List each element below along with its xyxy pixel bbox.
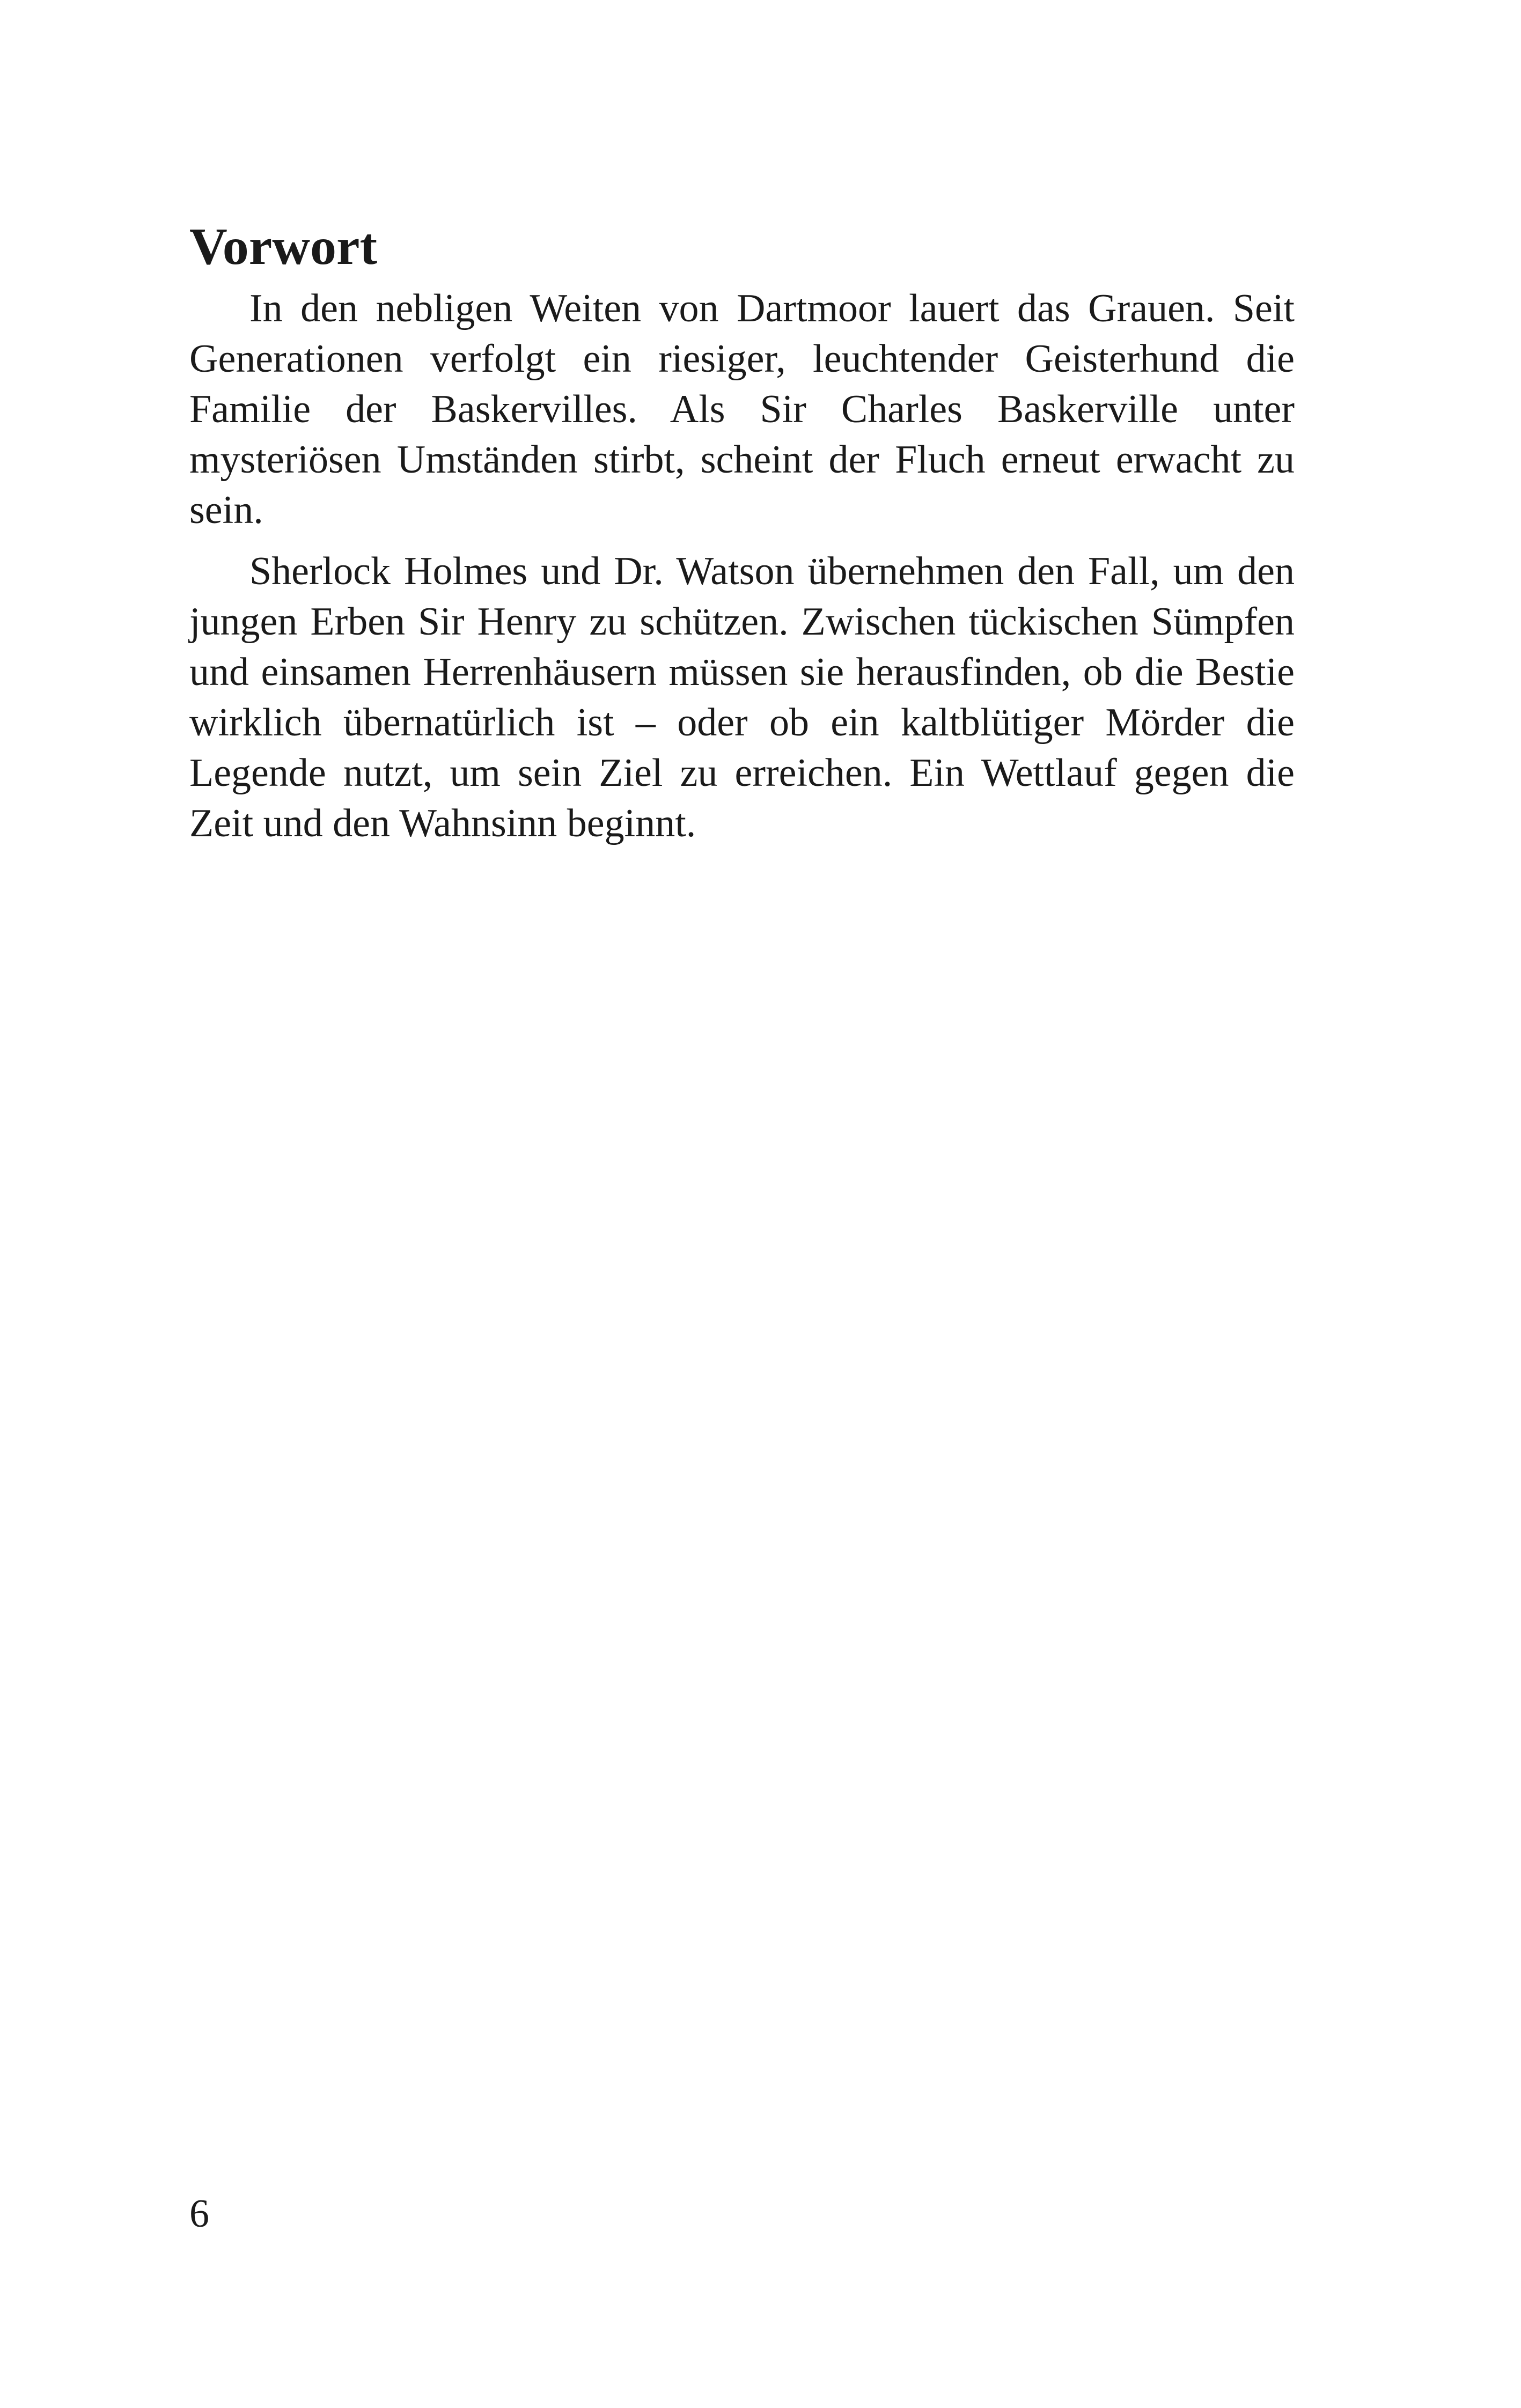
page-number: 6 [189, 2192, 209, 2236]
page-content [189, 215, 1295, 849]
paragraph-2: Sherlock Holmes und Dr. Watson übernehmen den Fall, um den jungen Erben Sir Henry zu schützen. Zwischen tückischen Sümpfen und einsamen Herrenhäusern müssen sie herausfinden, ob die Bestie wirklich übernatürlich ist – oder ob ein kaltblütiger Mörder die Legende nutzt, um sein Ziel zu erreichen. Ein Wettlauf gegen die Zeit und den Wahnsinn beginnt. [189, 549, 1295, 845]
chapter-heading: Vorwort [189, 218, 378, 276]
paragraph-1: In den nebligen Weiten von Dartmoor lauert das Grauen. Seit Generationen verfolgt ein riesiger, leuchtender Geisterhund die Familie der Baskervilles. Als Sir Charles Baskerville unter mysteriösen Umständen stirbt, scheint der Fluch erneut erwacht zu sein. [189, 286, 1295, 532]
